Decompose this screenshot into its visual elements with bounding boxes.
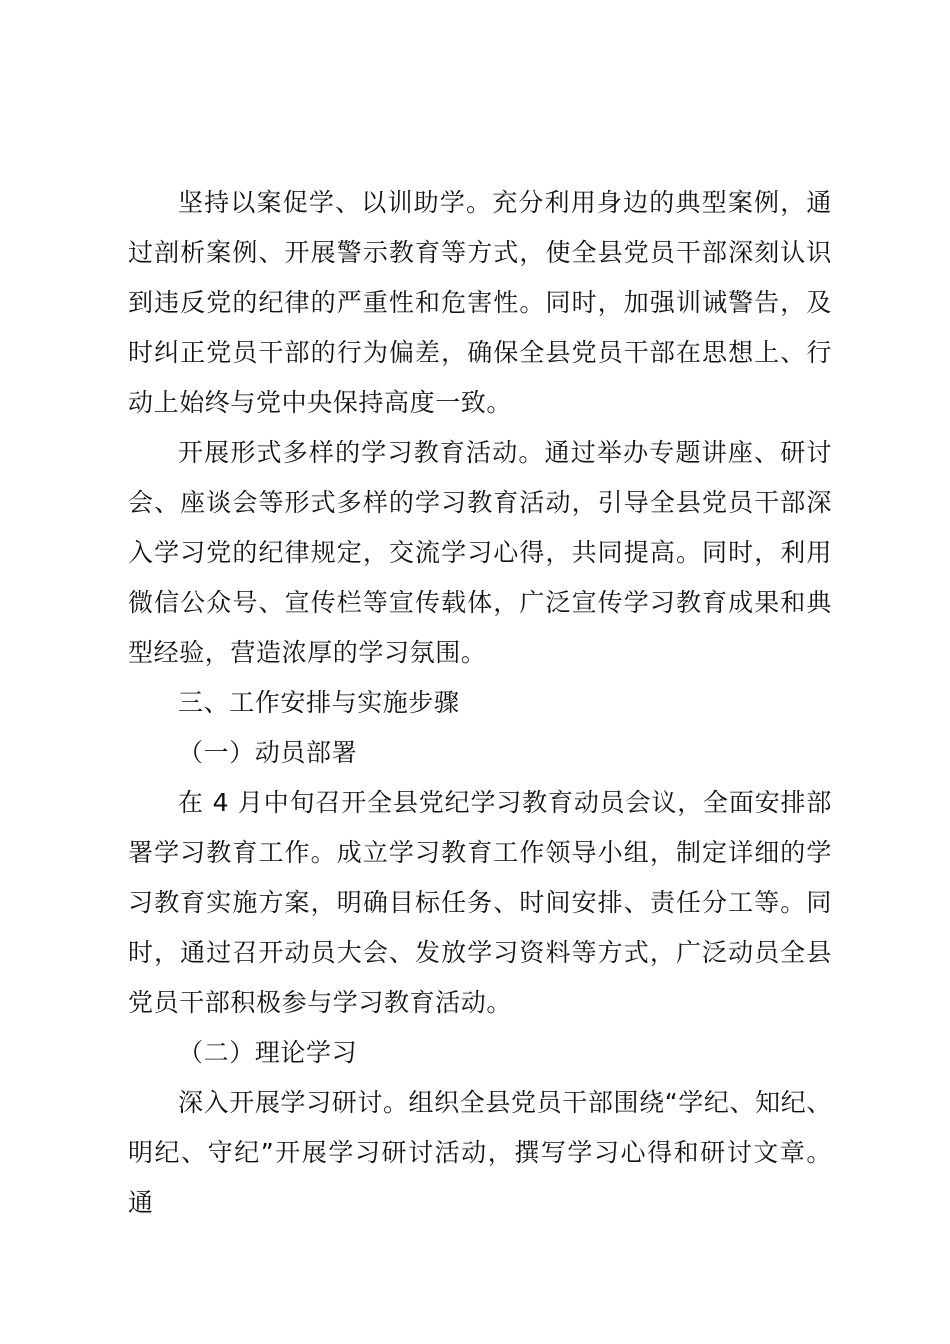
section-heading-3: 三、工作安排与实施步骤 [178, 688, 460, 717]
paragraph-mobilization: 在 4 月中旬召开全县党纪学习教育动员会议，全面安排部署学习教育工作。成立学习教育工作领导小组，制定详细的学习教育实施方案，明确目标任务、时间安排、责任分工等。同时，通过召开动员大会、发放学习资料等方式，广泛动员全县党员干部积极参与学习教育活动。 [128, 788, 832, 1017]
document-body [128, 178, 832, 1228]
paragraph-study: 深入开展学习研讨。组织全县党员干部围绕“学纪、知纪、明纪、守纪”开展学习研讨活动，撰写学习心得和研讨文章。通 [128, 1088, 832, 1217]
paragraph-case-study: 坚持以案促学、以训助学。充分利用身边的典型案例，通过剖析案例、开展警示教育等方式，使全县党员干部深刻认识到违反党的纪律的严重性和危害性。同时，加强训诫警告，及时纠正党员干部的行为偏差，确保全县党员干部在思想上、行动上始终与党中央保持高度一致。 [128, 188, 832, 417]
subsection-heading-1: （一）动员部署 [178, 738, 358, 767]
paragraph-activities: 开展形式多样的学习教育活动。通过举办专题讲座、研讨会、座谈会等形式多样的学习教育活动，引导全县党员干部深入学习党的纪律规定，交流学习心得，共同提高。同时，利用微信公众号、宣传栏等宣传载体，广泛宣传学习教育成果和典型经验，营造浓厚的学习氛围。 [128, 438, 832, 667]
subsection-heading-2: （二）理论学习 [178, 1038, 358, 1067]
